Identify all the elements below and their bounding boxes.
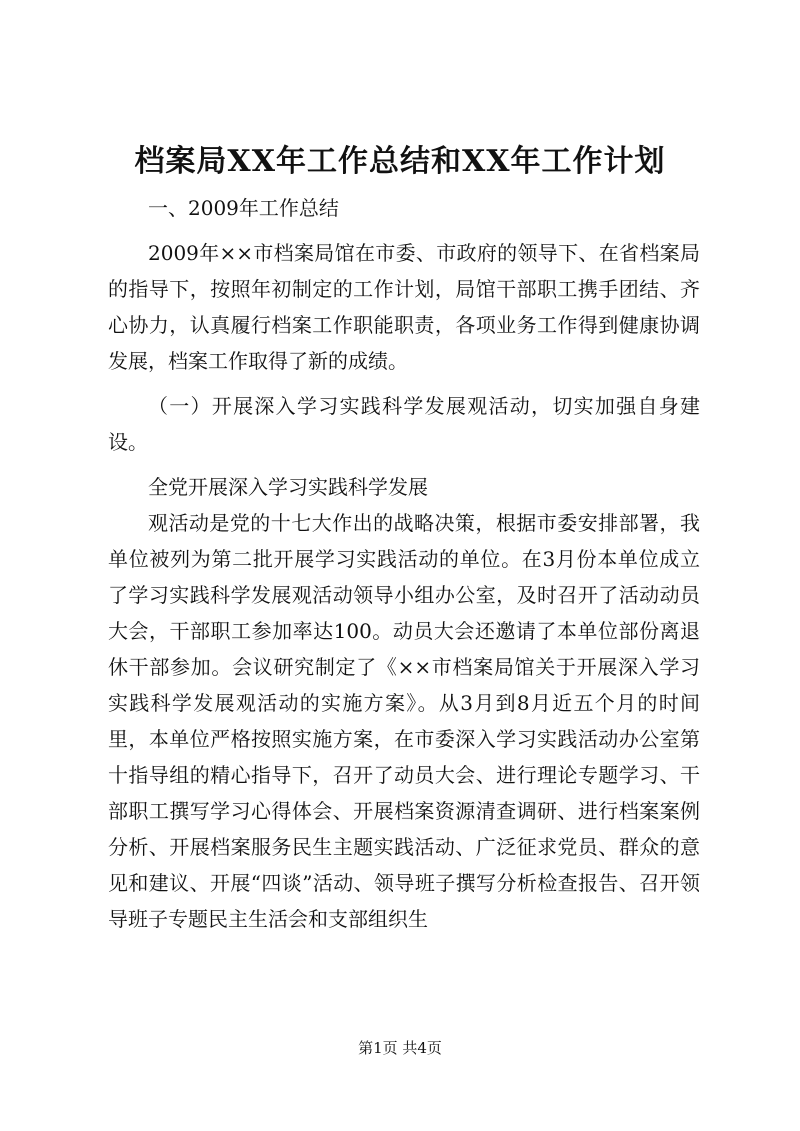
- paragraph: 观活动是党的十七大作出的战略决策，根据市委安排部署，我单位被列为第二批开展学习实践活动的单位。在3月份本单位成立了学习实践科学发展观活动领导小组办公室，及时召开了活动动员大会，干部职工参加率达100。动员大会还邀请了本单位部份离退休干部参加。会议研究制定了《××市档案局馆关于开展深入学习实践科学发展观活动的实施方案》。从3月到8月近五个月的时间里，本单位严格按照实施方案，在市委深入学习实践活动办公室第十指导组的精心指导下，召开了动员大会、进行理论专题学习、干部职工撰写学习心得体会、开展档案资源清查调研、进行档案案例分析、开展档案服务民生主题实践活动、广泛征求党员、群众的意见和建议、开展“四谈”活动、领导班子撰写分析检查报告、召开领导班子专题民主生活会和支部组织生: [108, 511, 700, 931]
- document-body: [108, 190, 700, 937]
- page-indicator: 第1页 共4页: [358, 1039, 442, 1057]
- paragraph: 2009年××市档案局馆在市委、市政府的领导下、在省档案局的指导下，按照年初制定的工作计划，局馆干部职工携手团结、齐心协力，认真履行档案工作职能职责，各项业务工作得到健康协调发展，档案工作取得了新的成绩。: [108, 241, 700, 373]
- subsection-heading: （一）开展深入学习实践科学发展观活动，切实加强自身建设。: [108, 394, 700, 454]
- paragraph: 全党开展深入学习实践科学发展: [148, 475, 428, 499]
- section-heading: 一、2009年工作总结: [148, 196, 339, 220]
- document-title: 档案局XX年工作总结和XX年工作计划: [134, 144, 666, 179]
